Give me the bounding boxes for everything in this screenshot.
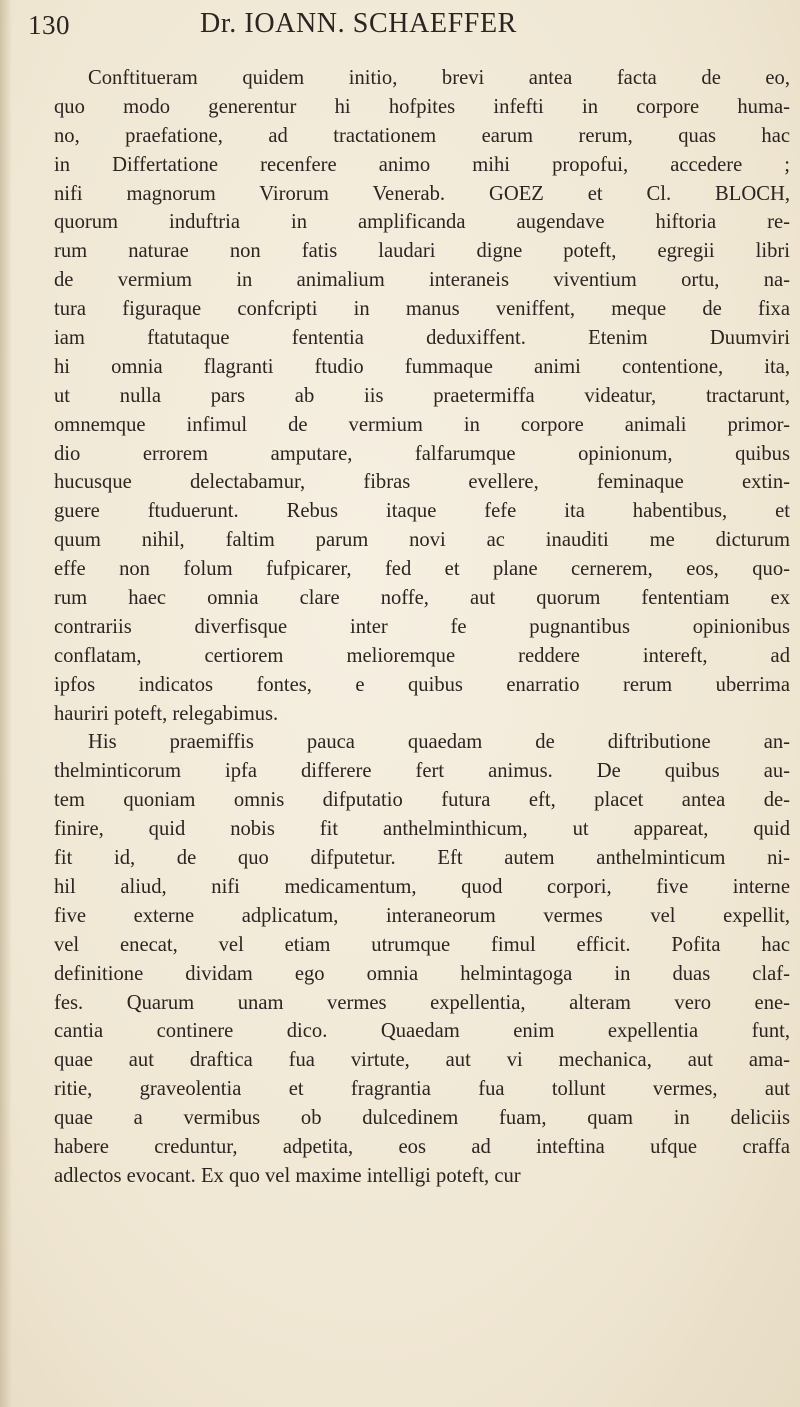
- text-line: finire, quid nobis fit anthelminthicum, ut appareat, quid: [54, 818, 790, 841]
- text-line: nifi magnorum Virorum Venerab. GOEZ et Cl. BLOCH,: [54, 182, 790, 205]
- text-line: hauriri poteft, relegabimus.: [54, 702, 279, 725]
- page-number: 130: [28, 10, 70, 40]
- text-line: rum haec omnia clare noffe, aut quorum fententiam ex: [54, 587, 790, 610]
- text-line: fit id, de quo difputetur. Eft autem anthelminticum ni-: [54, 847, 790, 870]
- text-line: quae a vermibus ob dulcedinem fuam, quam in deliciis: [54, 1107, 790, 1130]
- text-line: fes. Quarum unam vermes expellentia, alteram vero ene-: [54, 991, 790, 1014]
- text-line: Conftitueram quidem initio, brevi antea facta de eo,: [88, 67, 790, 89]
- page-gutter-shadow: [0, 0, 12, 1407]
- text-line: five externe adplicatum, interaneorum vermes vel expellit,: [54, 904, 790, 927]
- text-line: dio errorem amputare, falfarumque opinionum, quibus: [54, 442, 790, 465]
- text-line: omnemque infimul de vermium in corpore animali primor-: [54, 413, 790, 436]
- text-line: quorum induftria in amplificanda augendave hiftoria re-: [54, 211, 790, 234]
- text-line: quum nihil, faltim parum novi ac inauditi me dicturum: [54, 529, 790, 552]
- text-line: contrariis diverfisque inter fe pugnantibus opinionibus: [54, 615, 790, 638]
- text-line: habere creduntur, adpetita, eos ad inteftina ufque craffa: [54, 1135, 790, 1158]
- text-line: quo modo generentur hi hofpites infefti in corpore huma-: [54, 95, 790, 118]
- text-line: conflatam, certiorem melioremque reddere intereft, ad: [54, 644, 790, 667]
- text-line: tem quoniam omnis difputatio futura eft, placet antea de-: [54, 789, 790, 812]
- text-line: hil aliud, nifi medicamentum, quod corpori, five interne: [54, 875, 790, 898]
- text-line: in Differtatione recenfere animo mihi propofui, accedere ;: [54, 153, 790, 176]
- text-line: cantia continere dico. Quaedam enim expellentia funt,: [54, 1020, 790, 1043]
- page-header: [28, 6, 788, 46]
- text-line: rum naturae non fatis laudari digne poteft, egregii libri: [54, 240, 790, 263]
- text-line: ritie, graveolentia et fragrantia fua tollunt vermes, aut: [54, 1078, 790, 1101]
- running-head: Dr. IOANN. SCHAEFFER: [200, 8, 517, 39]
- text-line: effe non folum fufpicarer, fed et plane cernerem, eos, quo-: [54, 558, 790, 581]
- text-line: no, praefatione, ad tractationem earum rerum, quas hac: [54, 124, 790, 147]
- text-line: de vermium in animalium interaneis viventium ortu, na-: [54, 269, 790, 292]
- text-line: ipfos indicatos fontes, e quibus enarratio rerum uberrima: [54, 673, 790, 696]
- text-line: quae aut draftica fua virtute, aut vi mechanica, aut ama-: [54, 1049, 790, 1072]
- text-line: ut nulla pars ab iis praetermiffa videatur, tractarunt,: [54, 384, 790, 407]
- text-line: vel enecat, vel etiam utrumque fimul efficit. Pofita hac: [54, 933, 790, 956]
- text-line: hi omnia flagranti ftudio fummaque animi contentione, ita,: [54, 355, 790, 378]
- text-line: His praemiffis pauca quaedam de diftributione an-: [88, 731, 790, 754]
- body-text: [54, 64, 790, 1191]
- text-line: tura figuraque confcripti in manus veniffent, meque de fixa: [54, 298, 790, 321]
- text-line: guere ftuduerunt. Rebus itaque fefe ita habentibus, et: [54, 500, 790, 523]
- text-line: definitione dividam ego omnia helmintagoga in duas claf-: [54, 962, 790, 985]
- text-line: adlectos evocant. Ex quo vel maxime intelligi poteft, cur: [54, 1164, 521, 1187]
- text-line: iam ftatutaque fententia deduxiffent. Etenim Duumviri: [54, 327, 790, 350]
- text-line: thelminticorum ipfa differere fert animus. De quibus au-: [54, 760, 790, 783]
- text-line: hucusque delectabamur, fibras evellere, feminaque extin-: [54, 471, 790, 494]
